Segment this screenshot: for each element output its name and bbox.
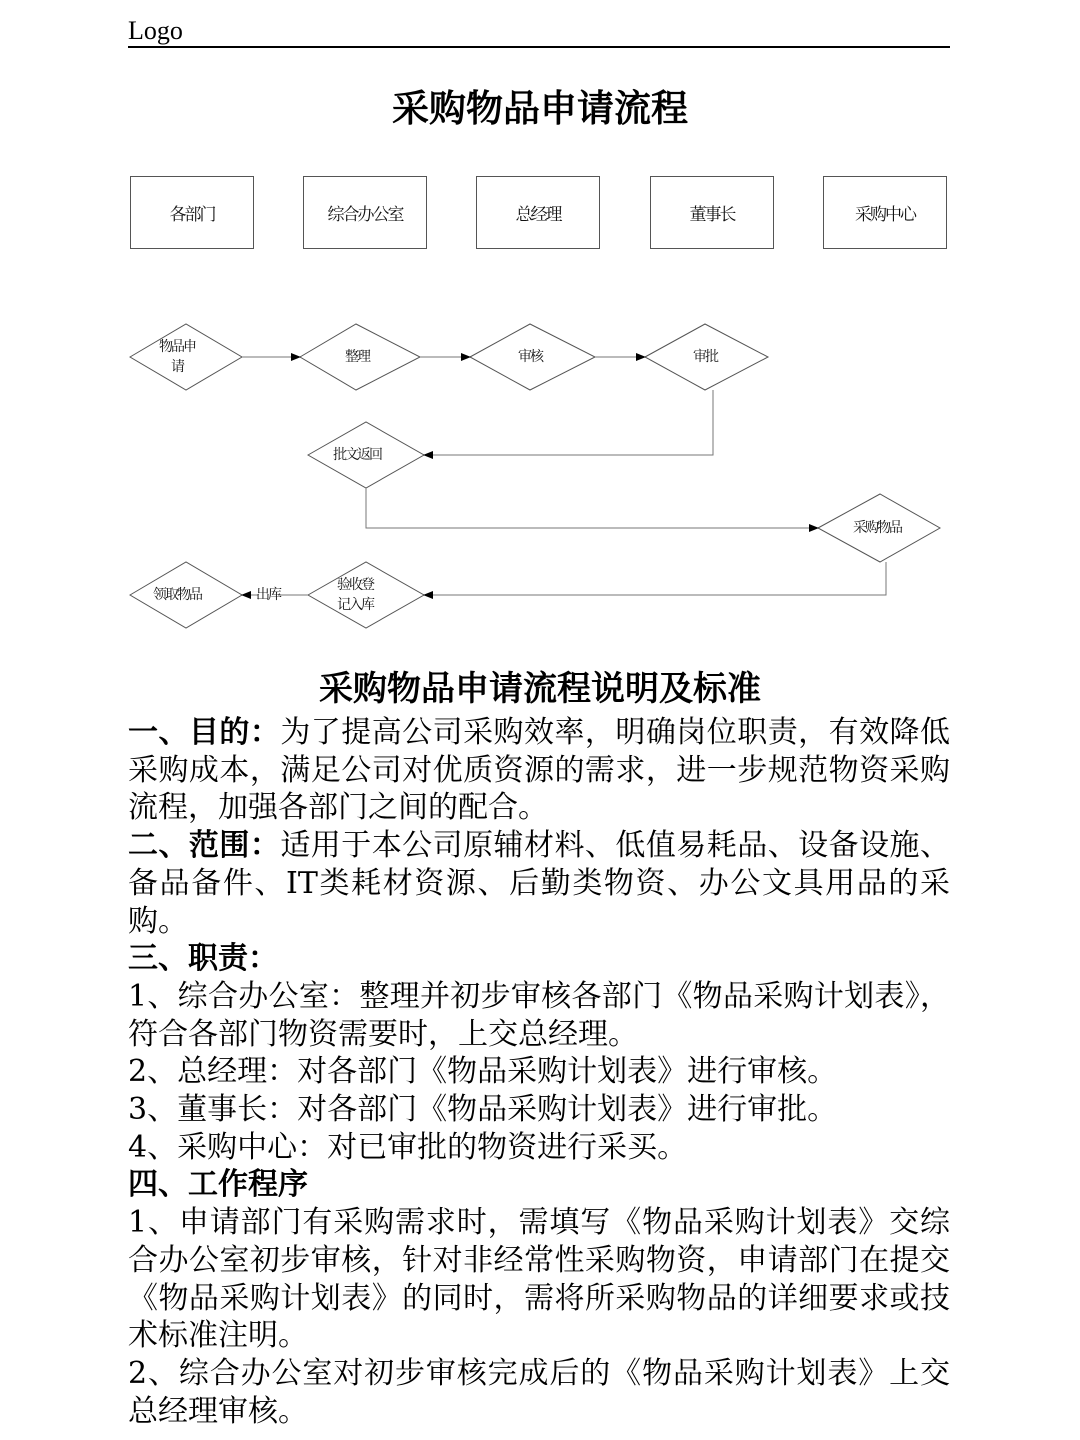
lane-purchasing-center: 采购中心 — [823, 176, 947, 249]
document-body — [128, 714, 950, 1430]
section-title: 采购物品申请流程说明及标准 — [319, 669, 761, 709]
duties-heading: 三、职责： — [128, 941, 278, 977]
edge-approve-return — [424, 390, 713, 455]
duty-item: 2、总经理：对各部门《物品采购计划表》进行审核。 — [128, 1054, 838, 1090]
purpose-heading: 一、目的： — [128, 715, 281, 750]
procedure-item: 1、申请部门有采购需求时，需填写《物品采购计划表》交综合办公室初步审核，针对非经常性采购物资，申请部门在提交《物品采购计划表》的同时，需将所采购物品的详细要求或技术标准注明。 — [128, 1205, 950, 1354]
purpose-paragraph — [128, 714, 950, 827]
scope-paragraph — [128, 827, 950, 940]
document-title: 采购物品申请流程 — [392, 87, 688, 130]
node-issue-label: 出库 — [256, 587, 280, 603]
node-purchase-label: 采购物品 — [853, 520, 901, 536]
procedure-item: 2、综合办公室对初步审核完成后的《物品采购计划表》上交总经理审核。 — [128, 1355, 950, 1429]
node-approve-label: 审批 — [693, 349, 717, 365]
lane-general-office: 综合办公室 — [303, 176, 427, 249]
node-inspect-label: 验收登 记入库 — [337, 577, 373, 613]
node-organize-label: 整理 — [345, 349, 369, 365]
logo: Logo — [128, 16, 183, 45]
edge-purchase-inspect — [424, 562, 886, 595]
node-return-label: 批文返回 — [333, 447, 381, 463]
node-apply-label: 物品申 请 — [159, 339, 195, 375]
duty-item: 4、采购中心：对已审批的物资进行采买。 — [128, 1129, 688, 1165]
lane-chairman: 董事长 — [650, 176, 774, 249]
node-collect-label: 领取物品 — [153, 587, 201, 603]
header-rule — [128, 46, 950, 48]
node-review-label: 审核 — [518, 349, 542, 365]
duty-item: 1、综合办公室：整理并初步审核各部门《物品采购计划表》，符合各部门物资需要时，上交总经理。 — [128, 978, 950, 1052]
purpose-text: 为了提高公司采购效率，明确岗位职责，有效降低采购成本，满足公司对优质资源的需求，进一步规范物资采购流程，加强各部门之间的配合。 — [128, 715, 951, 826]
lane-general-manager: 总经理 — [476, 176, 600, 249]
lane-departments: 各部门 — [130, 176, 254, 249]
procedure-heading: 四、工作程序 — [128, 1167, 308, 1203]
duty-item: 3、董事长：对各部门《物品采购计划表》进行审批。 — [128, 1092, 838, 1128]
scope-text: 适用于本公司原辅材料、低值易耗品、设备设施、备品备件、IT类耗材资源、后勤类物资、办公文具用品的采购。 — [128, 828, 951, 939]
scope-heading: 二、范围： — [128, 828, 281, 864]
edge-return-purchase — [366, 488, 818, 528]
